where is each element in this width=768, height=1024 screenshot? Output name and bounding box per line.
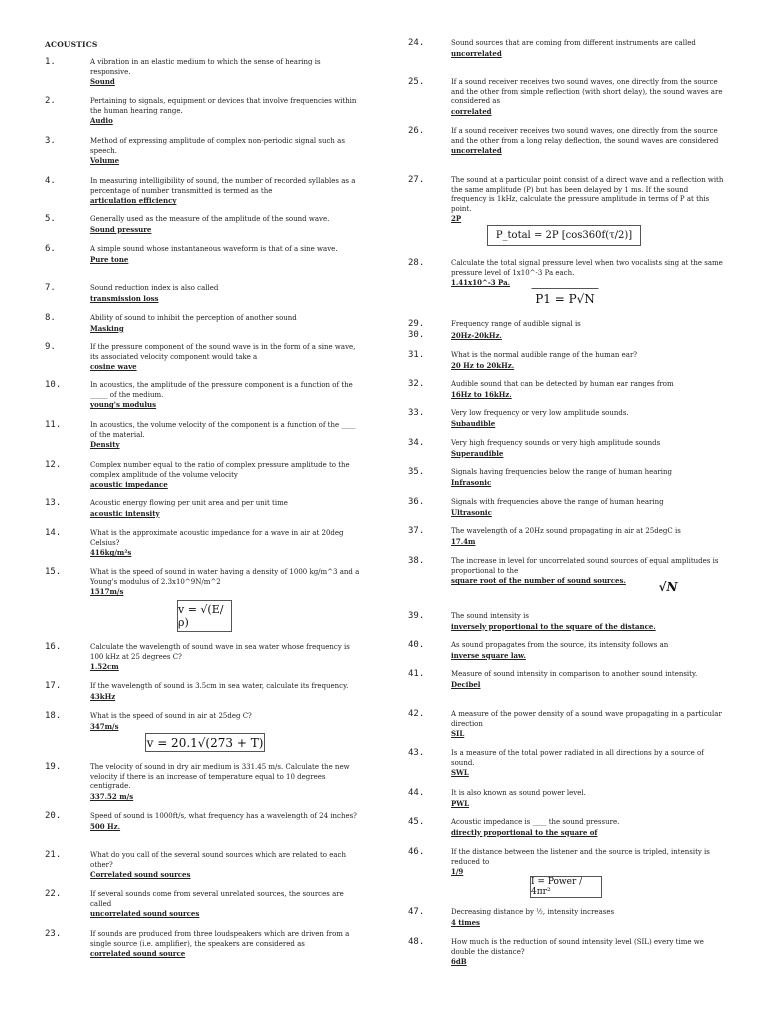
question-text	[451, 380, 726, 399]
question-number: 40.	[408, 640, 425, 650]
question-number: 29.	[408, 319, 425, 329]
question-text	[90, 930, 360, 959]
question-prompt: Speed of sound is 1000ft/s, what frequency has a wavelength of 24 inches?	[90, 812, 357, 820]
question-number: 34.	[408, 438, 425, 448]
answer: 500 Hz.	[90, 821, 121, 831]
answer: cosine wave	[90, 362, 137, 372]
question-number: 36.	[408, 497, 425, 507]
question-prompt: The velocity of sound in dry air medium is 331.45 m/s. Calculate the new velocity if there is an increase of temperature equal to 10 degrees centigrade.	[90, 763, 350, 791]
question-prompt: Acoustic impedance is ____ the sound pressure.	[451, 818, 620, 826]
question-prompt: Calculate the wavelength of sound wave in sea water whose frequency is 100 kHz at 25 degrees C?	[90, 643, 350, 661]
question-number: 21.	[45, 850, 62, 860]
question-number: 9.	[45, 342, 56, 352]
question-prompt: Is a measure of the total power radiated in all directions by a source of sound.	[451, 749, 704, 767]
answer: Superaudible	[451, 448, 504, 458]
question-text	[90, 568, 360, 597]
document-heading: ACOUSTICS	[45, 40, 98, 49]
question-prompt: Calculate the total signal pressure level when two vocalists sing at the same pressure level of 1x10^-3 Pa each.	[451, 259, 723, 277]
question-text	[90, 682, 360, 701]
question-text	[90, 499, 360, 518]
answer: 347m/s	[90, 721, 119, 731]
answer: 4 times	[451, 917, 481, 927]
question-text	[90, 461, 360, 490]
question-prompt: In acoustics, the volume velocity of the component is a function of the ____ of the material.	[90, 421, 356, 439]
formula-p-total: P_total = 2P [cos360f(τ/2)]	[487, 225, 641, 246]
answer: 1.52cm	[90, 662, 119, 672]
question-number: 11.	[45, 420, 62, 430]
question-text	[90, 137, 360, 166]
question-prompt: Complex number equal to the ratio of complex pressure amplitude to the complex amplitude of the volume velocity	[90, 461, 350, 479]
question-prompt: In acoustics, the amplitude of the pressure component is a function of the _____ of the medium.	[90, 381, 353, 399]
question-prompt: Very low frequency or very low amplitude sounds.	[451, 409, 629, 417]
question-text	[451, 749, 726, 778]
question-prompt: A vibration in an elastic medium to which the sense of hearing is responsive.	[90, 58, 321, 76]
question-text	[451, 331, 726, 341]
answer: Audio	[90, 116, 113, 126]
question-prompt: Very high frequency sounds or very high amplitude sounds	[451, 439, 661, 447]
answer: acoustic impedance	[90, 480, 168, 490]
question-prompt: As sound propagates from the source, its intensity follows an	[451, 641, 669, 649]
answer: inversely proportional to the square of the distance.	[451, 621, 656, 631]
question-number: 48.	[408, 937, 425, 947]
question-number: 10.	[45, 380, 62, 390]
question-text	[90, 529, 360, 558]
question-number: 32.	[408, 379, 425, 389]
question-number: 30.	[408, 330, 425, 340]
question-number: 37.	[408, 526, 425, 536]
answer: 1517m/s	[90, 587, 124, 597]
answer: Pure tone	[90, 254, 129, 264]
question-text	[451, 498, 726, 517]
question-prompt: What is the speed of sound in water having a density of 1000 kg/m^3 and a Young's modulus of 2.3x10^9N/m^2	[90, 568, 360, 586]
question-number: 17.	[45, 681, 62, 691]
question-prompt: If a sound receiver receives two sound waves, one directly from the source and the other from a long relay deflection, the sound waves are considered	[451, 127, 719, 145]
question-number: 2.	[45, 96, 56, 106]
question-text	[451, 641, 726, 660]
question-number: 41.	[408, 669, 425, 679]
answer: 2P	[451, 214, 462, 224]
question-number: 44.	[408, 788, 425, 798]
question-text	[451, 908, 726, 927]
question-number: 18.	[45, 711, 62, 721]
answer: 416kg/m²s	[90, 548, 132, 558]
question-text	[90, 851, 360, 880]
answer: uncorrelated sound sources	[90, 909, 200, 919]
question-prompt: If a sound receiver receives two sound waves, one directly from the source and the other from simple reflection (with short delay), the sound waves are considered as	[451, 78, 723, 106]
question-number: 24.	[408, 38, 425, 48]
answer: uncorrelated	[451, 48, 502, 58]
question-prompt: A measure of the power density of a sound wave propagating in a particular direction	[451, 710, 722, 728]
question-number: 12.	[45, 460, 62, 470]
question-text	[451, 818, 726, 837]
question-prompt: Method of expressing amplitude of complex non-periodic signal such as speech.	[90, 137, 345, 155]
question-number: 28.	[408, 258, 425, 268]
question-number: 3.	[45, 136, 56, 146]
question-prompt: The increase in level for uncorrelated sound sources of equal amplitudes is proportional to the	[451, 557, 719, 575]
question-number: 23.	[45, 929, 62, 939]
question-number: 25.	[408, 77, 425, 87]
question-text	[451, 848, 726, 877]
question-text	[90, 812, 360, 831]
answer: correlated sound source	[90, 949, 186, 959]
question-prompt: In measuring intelligibility of sound, the number of recorded syllables as a percentage of number transmitted is termed as the	[90, 177, 356, 195]
answer: Decibel	[451, 679, 481, 689]
formula-intensity: I = Power / 4πr²	[530, 876, 602, 898]
question-prompt: What is the approximate acoustic impedance for a wave in air at 20deg Celsius?	[90, 529, 344, 547]
question-number: 47.	[408, 907, 425, 917]
question-text	[451, 710, 726, 739]
question-text	[451, 670, 726, 689]
question-text	[90, 421, 360, 450]
question-prompt: Sound reduction index is also called	[90, 284, 219, 292]
question-number: 5.	[45, 214, 56, 224]
answer: transmission loss	[90, 293, 159, 303]
question-text	[451, 938, 726, 967]
answer: acoustic intensity	[90, 508, 160, 518]
question-prompt: Generally used as the measure of the amplitude of the sound wave.	[90, 215, 330, 223]
answer: SWL	[451, 768, 469, 778]
question-text	[451, 320, 726, 330]
formula-speed-water: v = √(E/ρ)	[177, 600, 232, 632]
question-text	[451, 127, 726, 156]
question-text	[90, 381, 360, 410]
answer: 1/9	[451, 867, 464, 877]
question-text	[451, 409, 726, 428]
question-text	[90, 245, 360, 264]
answer: directly proportional to the square of	[451, 827, 598, 837]
question-prompt: What is the speed of sound in air at 25deg C?	[90, 712, 252, 720]
answer: Ultrasonic	[451, 507, 492, 517]
question-text	[90, 284, 360, 303]
answer: Sound	[90, 77, 115, 87]
answer: 1.41x10^-3 Pa.	[451, 278, 511, 288]
question-number: 19.	[45, 762, 62, 772]
answer: 20Hz-20kHz.	[451, 331, 502, 340]
question-text	[90, 215, 360, 234]
answer: articulation efficiency	[90, 196, 177, 206]
question-text	[451, 439, 726, 458]
question-prompt: A simple sound whose instantaneous waveform is that of a sine wave.	[90, 245, 338, 253]
question-number: 33.	[408, 408, 425, 418]
question-prompt: Sound sources that are coming from different instruments are called	[451, 39, 696, 47]
question-text	[451, 612, 726, 631]
answer: 337.52 m/s	[90, 791, 134, 801]
question-number: 8.	[45, 313, 56, 323]
answer: young's modulus	[90, 400, 157, 410]
formula-sqrt-n: √N	[643, 579, 693, 594]
question-number: 26.	[408, 126, 425, 136]
question-number: 38.	[408, 556, 425, 566]
question-prompt: If the wavelength of sound is 3.5cm in sea water, calculate its frequency.	[90, 682, 349, 690]
question-text	[90, 343, 360, 372]
answer: 16Hz to 16kHz.	[451, 389, 512, 399]
question-prompt: Frequency range of audible signal is	[451, 320, 581, 328]
question-number: 4.	[45, 176, 56, 186]
question-text	[451, 351, 726, 370]
answer: Sound pressure	[90, 224, 152, 234]
question-number: 45.	[408, 817, 425, 827]
question-number: 35.	[408, 467, 425, 477]
question-number: 46.	[408, 847, 425, 857]
answer: Density	[90, 440, 120, 450]
question-number: 15.	[45, 567, 62, 577]
question-text	[90, 643, 360, 672]
answer: SIL	[451, 729, 465, 739]
question-text	[451, 176, 726, 224]
answer: 43kHz	[90, 691, 116, 701]
question-text	[451, 468, 726, 487]
question-prompt: It is also known as sound power level.	[451, 789, 586, 797]
answer: Volume	[90, 156, 120, 166]
question-number: 13.	[45, 498, 62, 508]
question-text	[90, 890, 360, 919]
question-prompt: Acoustic energy flowing per unit area and per unit time	[90, 499, 288, 507]
formula-p1: P1 = P√N	[531, 288, 599, 309]
answer: Infrasonic	[451, 477, 492, 487]
question-text	[90, 97, 360, 126]
formula-speed-air: v = 20.1√(273 + T)	[145, 733, 265, 752]
question-prompt: If the pressure component of the sound wave is in the form of a sine wave, its associated velocity component would take a	[90, 343, 356, 361]
question-number: 39.	[408, 611, 425, 621]
answer: correlated	[451, 106, 492, 116]
question-number: 31.	[408, 350, 425, 360]
answer: 17.4m	[451, 536, 476, 546]
question-text	[90, 314, 360, 333]
answer: Correlated sound sources	[90, 870, 191, 880]
answer: PWL	[451, 798, 470, 808]
question-prompt: If the distance between the listener and the source is tripled, intensity is reduced to	[451, 848, 710, 866]
answer: Masking	[90, 323, 124, 333]
question-text	[451, 78, 726, 116]
question-text	[451, 259, 726, 288]
question-prompt: What is the normal audible range of the human ear?	[451, 351, 638, 359]
question-prompt: How much is the reduction of sound intensity level (SIL) every time we double the distance?	[451, 938, 704, 956]
question-prompt: Ability of sound to inhibit the perception of another sound	[90, 314, 297, 322]
question-number: 7.	[45, 283, 56, 293]
question-text	[90, 712, 360, 731]
question-prompt: The sound intensity is	[451, 612, 529, 620]
question-text	[451, 789, 726, 808]
answer: 20 Hz to 20kHz.	[451, 360, 515, 370]
question-number: 43.	[408, 748, 425, 758]
answer: square root of the number of sound sources.	[451, 576, 626, 586]
question-text	[90, 58, 360, 87]
question-prompt: The wavelength of a 20Hz sound propagating in air at 25degC is	[451, 527, 681, 535]
question-number: 42.	[408, 709, 425, 719]
question-text	[90, 177, 360, 206]
question-prompt: Signals with frequencies above the range of human hearing	[451, 498, 664, 506]
question-number: 16.	[45, 642, 62, 652]
question-prompt: Signals having frequencies below the range of human hearing	[451, 468, 673, 476]
question-prompt: If several sounds come from several unrelated sources, the sources are called	[90, 890, 344, 908]
question-text	[451, 39, 726, 58]
answer: Subaudible	[451, 418, 496, 428]
question-prompt: Audible sound that can be detected by human ear ranges from	[451, 380, 674, 388]
question-prompt: If sounds are produced from three loudspeakers which are driven from a single source (i.e. amplifier), the speakers are considered as	[90, 930, 350, 948]
question-prompt: Measure of sound intensity in comparison to another sound intensity.	[451, 670, 698, 678]
answer: 6dB	[451, 957, 467, 967]
question-number: 27.	[408, 175, 425, 185]
question-number: 22.	[45, 889, 62, 899]
question-number: 20.	[45, 811, 62, 821]
question-prompt: The sound at a particular point consist of a direct wave and a reflection with the same amplitude (P) but has been delayed by 1 ms. If the sound frequency is 1kHz, calculate the pressure amplitude in terms of P at this point.	[451, 176, 724, 213]
question-prompt: What do you call of the several sound sources which are related to each other?	[90, 851, 346, 869]
question-prompt: Pertaining to signals, equipment or devices that involve frequencies within the human hearing range.	[90, 97, 357, 115]
answer: inverse square law.	[451, 650, 526, 660]
question-prompt: Decreasing distance by ½, intensity increases	[451, 908, 615, 916]
question-number: 14.	[45, 528, 62, 538]
question-number: 6.	[45, 244, 56, 254]
question-text	[451, 527, 726, 546]
answer: uncorrelated	[451, 146, 502, 156]
question-text	[90, 763, 360, 801]
question-number: 1.	[45, 57, 56, 67]
